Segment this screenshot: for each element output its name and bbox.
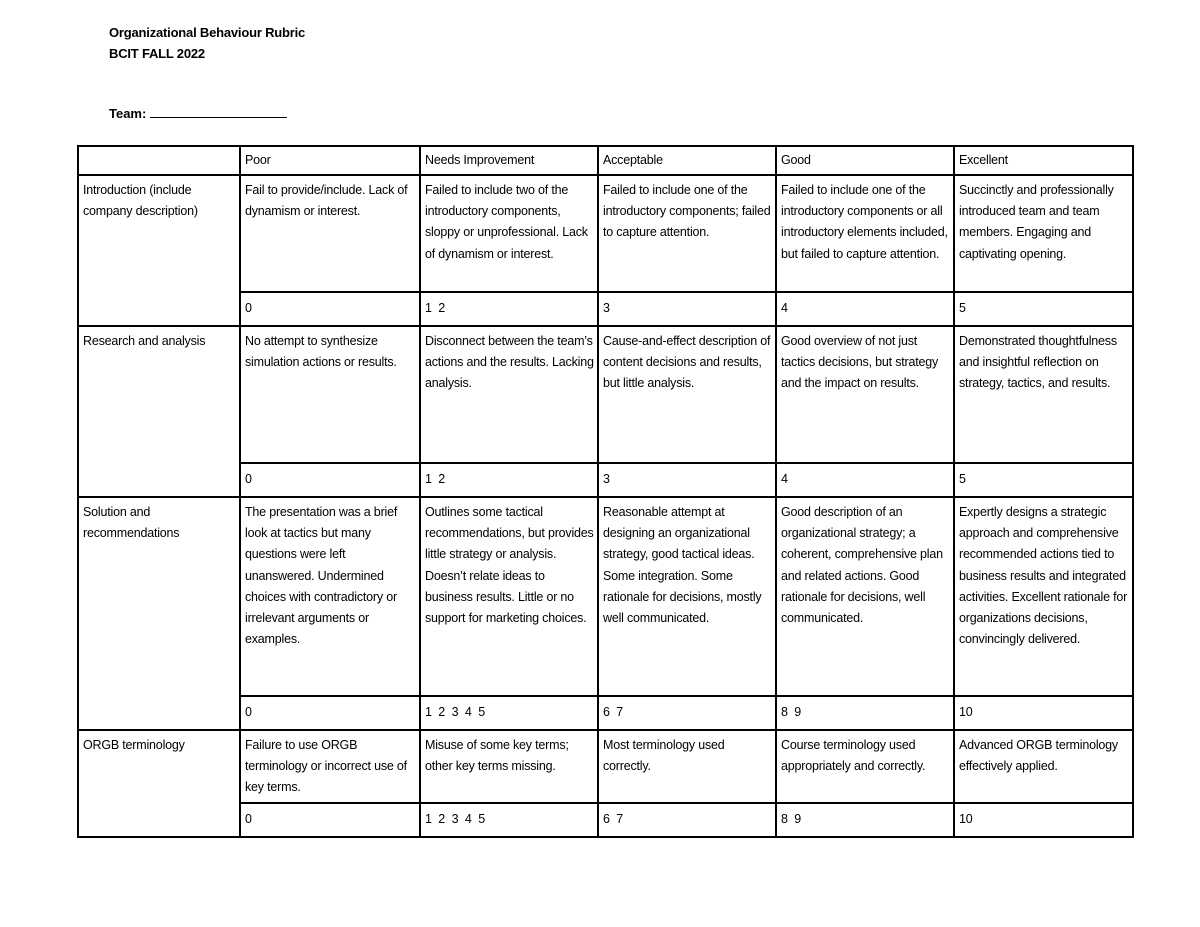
descriptor-cell-acceptable: Failed to include one of the introductory components; failed to capture attention. [598, 175, 776, 292]
header-row [78, 146, 1133, 175]
score-cell-excellent: 10 [954, 696, 1133, 730]
descriptor-cell-poor: The presentation was a brief look at tactics but many questions were left unanswered. Undermined choices with contradictory or irrelevant arguments or examples. [240, 497, 420, 696]
score-cell-good: 4 [776, 463, 954, 497]
score-cell-needs-improvement: 1 2 [420, 463, 598, 497]
score-cell-excellent: 5 [954, 463, 1133, 497]
descriptor-cell-needs-improvement: Misuse of some key terms; other key terms missing. [420, 730, 598, 803]
score-cell-needs-improvement: 1 2 3 4 5 [420, 803, 598, 837]
score-cell-needs-improvement: 1 2 3 4 5 [420, 696, 598, 730]
table-row [78, 326, 1133, 463]
criterion-cell: Introduction (include company description) [78, 175, 240, 326]
team-field [109, 104, 287, 124]
document-header [109, 22, 305, 64]
score-cell-acceptable: 6 7 [598, 803, 776, 837]
rubric-table [77, 145, 1134, 838]
header-cell-excellent: Excellent [954, 146, 1133, 175]
descriptor-cell-needs-improvement: Disconnect between the team’s actions and the results. Lacking analysis. [420, 326, 598, 463]
descriptor-cell-excellent: Advanced ORGB terminology effectively applied. [954, 730, 1133, 803]
criterion-cell: Solution and recommendations [78, 497, 240, 730]
table-row [78, 730, 1133, 803]
score-cell-excellent: 5 [954, 292, 1133, 326]
descriptor-cell-acceptable: Most terminology used correctly. [598, 730, 776, 803]
score-cell-good: 8 9 [776, 696, 954, 730]
document-subtitle: BCIT FALL 2022 [109, 46, 205, 61]
team-blank-line [150, 104, 287, 118]
descriptor-cell-good: Good description of an organizational strategy; a coherent, comprehensive plan and related actions. Good rationale for decisions, well communicated. [776, 497, 954, 696]
descriptor-cell-excellent: Expertly designs a strategic approach and comprehensive recommended actions tied to business results and integrated activities. Excellent rationale for organizations decisions, convincingly delivered. [954, 497, 1133, 696]
criterion-cell: Research and analysis [78, 326, 240, 497]
descriptor-cell-excellent: Succinctly and professionally introduced team and team members. Engaging and captivating opening. [954, 175, 1133, 292]
score-cell-acceptable: 6 7 [598, 696, 776, 730]
header-cell-empty [78, 146, 240, 175]
score-cell-poor: 0 [240, 803, 420, 837]
score-cell-needs-improvement: 1 2 [420, 292, 598, 326]
header-cell-needs-improvement: Needs Improvement [420, 146, 598, 175]
criterion-cell: ORGB terminology [78, 730, 240, 837]
score-cell-acceptable: 3 [598, 292, 776, 326]
score-cell-excellent: 10 [954, 803, 1133, 837]
header-cell-acceptable: Acceptable [598, 146, 776, 175]
document-title: Organizational Behaviour Rubric [109, 25, 306, 40]
descriptor-cell-acceptable: Cause-and-effect description of content decisions and results, but little analysis. [598, 326, 776, 463]
descriptor-cell-poor: No attempt to synthesize simulation actions or results. [240, 326, 420, 463]
table-row [78, 175, 1133, 292]
descriptor-cell-poor: Fail to provide/include. Lack of dynamism or interest. [240, 175, 420, 292]
descriptor-cell-good: Good overview of not just tactics decisions, but strategy and the impact on results. [776, 326, 954, 463]
header-cell-poor: Poor [240, 146, 420, 175]
descriptor-cell-good: Failed to include one of the introductory components or all introductory elements included, but failed to capture attention. [776, 175, 954, 292]
descriptor-cell-needs-improvement: Failed to include two of the introductory components, sloppy or unprofessional. Lack of dynamism or interest. [420, 175, 598, 292]
descriptor-cell-good: Course terminology used appropriately and correctly. [776, 730, 954, 803]
score-cell-poor: 0 [240, 292, 420, 326]
descriptor-cell-poor: Failure to use ORGB terminology or incorrect use of key terms. [240, 730, 420, 803]
score-cell-good: 8 9 [776, 803, 954, 837]
table-row [78, 497, 1133, 696]
score-cell-acceptable: 3 [598, 463, 776, 497]
descriptor-cell-acceptable: Reasonable attempt at designing an organizational strategy, good tactical ideas. Some integration. Some rationale for decisions, mostly well communicated. [598, 497, 776, 696]
score-cell-good: 4 [776, 292, 954, 326]
team-label: Team: [109, 106, 147, 121]
header-cell-good: Good [776, 146, 954, 175]
score-cell-poor: 0 [240, 696, 420, 730]
descriptor-cell-needs-improvement: Outlines some tactical recommendations, but provides little strategy or analysis. Doesn’t relate ideas to business results. Little or no support for marketing choices. [420, 497, 598, 696]
score-cell-poor: 0 [240, 463, 420, 497]
descriptor-cell-excellent: Demonstrated thoughtfulness and insightful reflection on strategy, tactics, and results. [954, 326, 1133, 463]
